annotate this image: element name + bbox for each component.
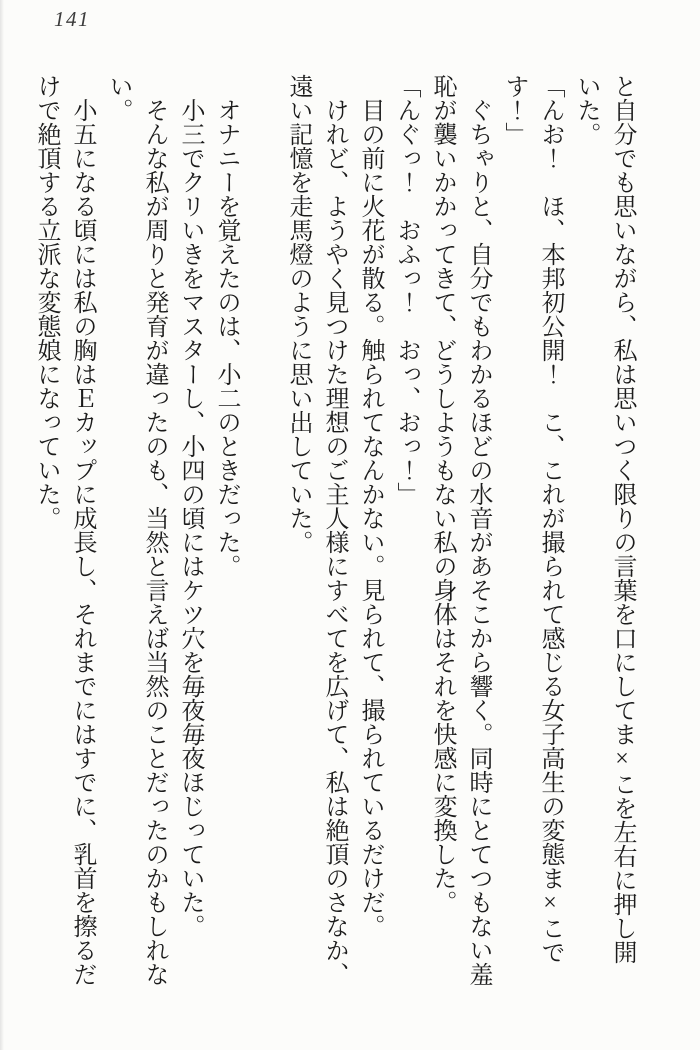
page-number: 141 (54, 7, 90, 31)
paragraph: 小五になる頃には私の胸はＥカップに成長し、それまでにはすでに、乳首を擦るだけで絶頂する立派な変態娘になっていた。 (33, 74, 95, 986)
section-break (244, 74, 280, 986)
paragraph: 目の前に火花が散る。触られてなんかない。見られて、撮られているだけだ。 (357, 74, 383, 938)
paragraph: そんな私が周りと発育が違ったのも、当然と言えば当然のことだったのかもしれない。 (105, 74, 167, 986)
paragraph: オナニーを覚えたのは、小二のときだった。 (213, 74, 239, 578)
paragraph: 小三でクリいきをマスターし、小四の頃にはケツ穴を毎夜毎夜ほじっていた。 (177, 74, 203, 938)
book-page-text (28, 74, 640, 986)
paragraph: けれど、ようやく見つけた理想のご主人様にすべてを広げて、私は絶頂のさなか、遠い記憶を走馬燈のように思い出していた。 (285, 74, 347, 986)
paragraph: ぐちゃりと、自分でもわかるほどの水音があそこから響く。同時にとてつもない羞恥が襲いかかってきて、どうしようもない私の身体はそれを快感に変換した。 (429, 74, 491, 986)
paragraph: と自分でも思いながら、私は思いつく限りの言葉を口にしてま×こを左右に押し開いた。 (573, 74, 635, 964)
scan-edge-shadow (0, 0, 4, 1050)
paragraph: 「んお！ ほ、本邦初公開！ こ、これが撮られて感じる女子高生の変態ま×こです！」 (501, 74, 563, 964)
paragraph: 「んぐっ！ おふっ！ おっ、おっ！」 (393, 74, 419, 506)
